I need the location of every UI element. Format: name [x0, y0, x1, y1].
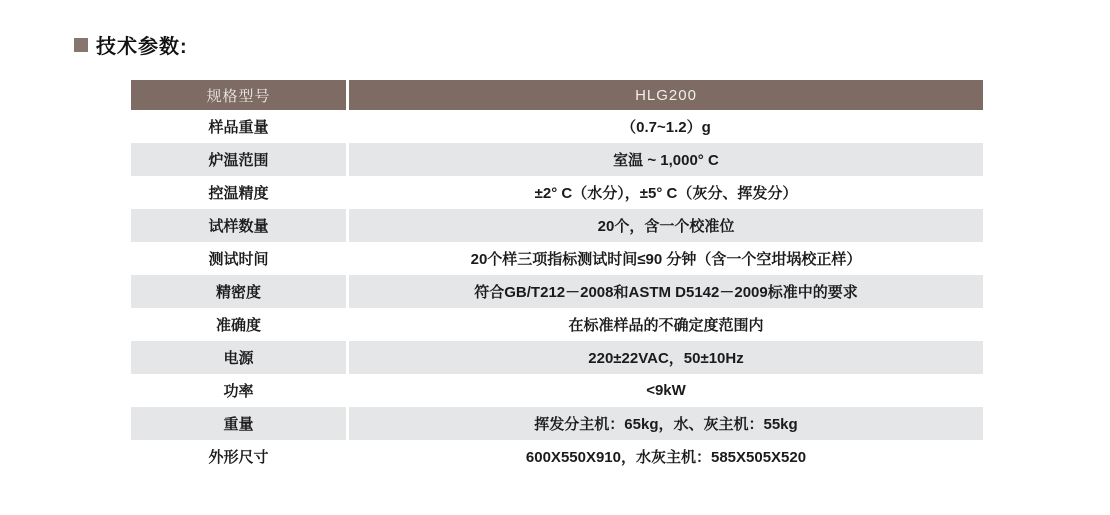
- spec-label: 测试时间: [131, 242, 346, 275]
- table-row: [131, 242, 983, 275]
- spec-value: <9kW: [349, 374, 983, 407]
- spec-label: 外形尺寸: [131, 440, 346, 473]
- header-model-value: HLG200: [349, 80, 983, 110]
- spec-value: ±2° C（水分），±5° C（灰分、挥发分）: [349, 176, 983, 209]
- spec-value: 在标准样品的不确定度范围内: [349, 308, 983, 341]
- spec-value: 符合GB/T212－2008和ASTM D5142－2009标准中的要求: [349, 275, 983, 308]
- table-row: [131, 176, 983, 209]
- spec-value: 室温 ~ 1,000° C: [349, 143, 983, 176]
- spec-label: 样品重量: [131, 110, 346, 143]
- table-row: [131, 275, 983, 308]
- spec-value: 挥发分主机：65kg，水、灰主机：55kg: [349, 407, 983, 440]
- table-row: [131, 110, 983, 143]
- spec-value: 600X550X910，水灰主机：585X505X520: [349, 440, 983, 473]
- table-row: [131, 308, 983, 341]
- table-row: [131, 440, 983, 473]
- spec-label: 功率: [131, 374, 346, 407]
- table-row: [131, 374, 983, 407]
- page-title: 技术参数:: [96, 36, 188, 58]
- title-bullet-icon: [74, 38, 88, 52]
- spec-label: 炉温范围: [131, 143, 346, 176]
- table-row: [131, 209, 983, 242]
- spec-value: （0.7~1.2）g: [349, 110, 983, 143]
- spec-label: 控温精度: [131, 176, 346, 209]
- spec-label: 精密度: [131, 275, 346, 308]
- table-row: [131, 143, 983, 176]
- header-model-label: 规格型号: [131, 80, 346, 110]
- spec-label: 重量: [131, 407, 346, 440]
- spec-label: 准确度: [131, 308, 346, 341]
- section-title: [74, 30, 188, 59]
- spec-label: 电源: [131, 341, 346, 374]
- table-header-row: [131, 80, 983, 110]
- spec-value: 20个样三项指标测试时间≤90 分钟（含一个空坩埚校正样）: [349, 242, 983, 275]
- table-row: [131, 341, 983, 374]
- table-row: [131, 407, 983, 440]
- spec-value: 220±22VAC，50±10Hz: [349, 341, 983, 374]
- spec-table: [131, 80, 983, 473]
- spec-label: 试样数量: [131, 209, 346, 242]
- spec-value: 20个，含一个校准位: [349, 209, 983, 242]
